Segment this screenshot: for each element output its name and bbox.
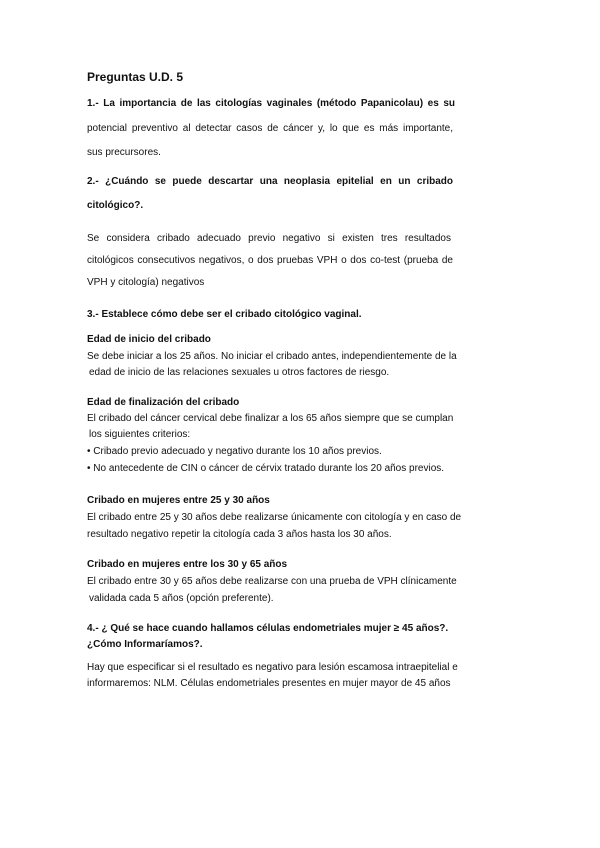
question-2-line-1: 2.- ¿Cuándo se puede descartar una neoplasia epitelial en un cribado [87, 176, 453, 187]
section-end-age-line-2: los siguientes criterios: [89, 429, 191, 440]
section-start-age-line-2: edad de inicio de las relaciones sexuales u otros factores de riesgo. [89, 367, 390, 378]
question-2-line-2: citológico?. [87, 200, 144, 211]
question-1-line-2: potencial preventivo al detectar casos de cáncer y, lo que es más importante, [87, 123, 453, 134]
section-start-age-line-1: Se debe iniciar a los 25 años. No iniciar el cribado antes, independientemente de la [87, 351, 457, 362]
question-1-line-3: sus precursores. [87, 147, 161, 158]
answer-4-line-2: informaremos: NLM. Células endometriales presentes en mujer mayor de 45 años [87, 678, 451, 689]
question-4-line-1: 4.- ¿ Qué se hace cuando hallamos células endometriales mujer ≥ 45 años?. [87, 623, 449, 634]
question-4-line-2: ¿Cómo Informaríamos?. [87, 639, 203, 650]
section-25-30-line-1: El cribado entre 25 y 30 años debe realizarse únicamente con citología y en caso de [87, 512, 462, 523]
answer-2-line-2: citológicos consecutivos negativos, o dos pruebas VPH o dos co-test (prueba de [87, 255, 453, 266]
section-end-age-bullet-1: • Cribado previo adecuado y negativo durante los 10 años previos. [87, 446, 382, 457]
question-3-heading: 3.- Establece cómo debe ser el cribado citológico vaginal. [87, 309, 362, 320]
document-title: Preguntas U.D. 5 [87, 70, 184, 84]
section-end-age-line-1: El cribado del cáncer cervical debe finalizar a los 65 años siempre que se cumplan [87, 413, 454, 424]
section-30-65-title: Cribado en mujeres entre los 30 y 65 años [87, 559, 288, 570]
section-30-65-line-2: validada cada 5 años (opción preferente). [89, 593, 274, 604]
answer-2-line-1: Se considera cribado adecuado previo negativo si existen tres resultados [87, 233, 451, 244]
section-end-age-title: Edad de finalización del cribado [87, 397, 240, 408]
answer-2-line-3: VPH y citología) negativos [87, 277, 205, 288]
section-30-65-line-1: El cribado entre 30 y 65 años debe realizarse con una prueba de VPH clínicamente [87, 576, 457, 587]
section-start-age-title: Edad de inicio del cribado [87, 334, 211, 345]
answer-4-line-1: Hay que especificar si el resultado es negativo para lesión escamosa intraepitelial e [87, 662, 458, 673]
section-25-30-line-2: resultado negativo repetir la citología cada 3 años hasta los 30 años. [87, 529, 392, 540]
section-25-30-title: Cribado en mujeres entre 25 y 30 años [87, 495, 270, 506]
question-1-line-1: 1.- La importancia de las citologías vaginales (método Papanicolau) es su [87, 98, 455, 109]
section-end-age-bullet-2: • No antecedente de CIN o cáncer de cérvix tratado durante los 20 años previos. [87, 463, 445, 474]
